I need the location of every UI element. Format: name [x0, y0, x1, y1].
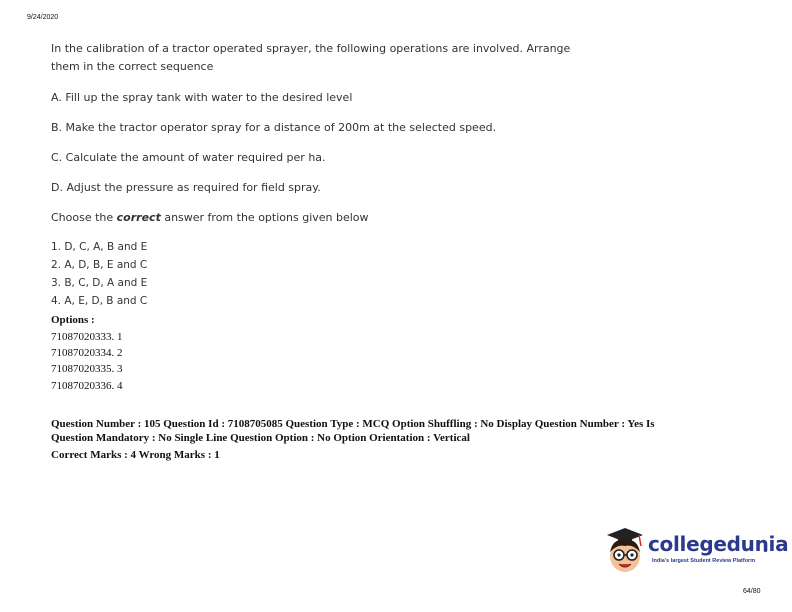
- option-id-1: 71087020333. 1: [51, 331, 123, 343]
- option-id-3: 71087020335. 3: [51, 363, 123, 375]
- statement-d: D. Adjust the pressure as required for field spray.: [51, 181, 321, 194]
- choice-4: 4. A, E, D, B and C: [51, 295, 148, 307]
- instruction-suffix: answer from the options given below: [160, 211, 369, 224]
- options-label: Options :: [51, 314, 95, 326]
- option-id-4: 71087020336. 4: [51, 380, 123, 392]
- statement-b: B. Make the tractor operator spray for a distance of 200m at the selected speed.: [51, 121, 497, 134]
- question-meta-line-1: Question Number : 105 Question Id : 7108705085 Question Type : MCQ Option Shuffling : No Display Question Number : Yes Is: [51, 418, 655, 430]
- brand-tagline: India's largest Student Review Platform: [652, 558, 756, 564]
- question-stem-line-1: In the calibration of a tractor operated sprayer, the following operations are involved. Arrange: [51, 42, 571, 55]
- question-stem: [51, 40, 571, 76]
- choice-3: 3. B, C, D, A and E: [51, 277, 148, 289]
- instruction-emphasis: correct: [116, 211, 161, 224]
- question-meta-line-3: Correct Marks : 4 Wrong Marks : 1: [51, 449, 220, 461]
- instruction: [51, 208, 369, 227]
- statement-c: C. Calculate the amount of water required per ha.: [51, 151, 326, 164]
- statement-a: A. Fill up the spray tank with water to the desired level: [51, 91, 353, 104]
- question-meta-line-2: Question Mandatory : No Single Line Question Option : No Option Orientation : Vertical: [51, 432, 470, 444]
- instruction-prefix: Choose the: [51, 211, 117, 224]
- page-number: 64/80: [743, 588, 761, 595]
- choice-1: 1. D, C, A, B and E: [51, 241, 148, 253]
- option-id-2: 71087020334. 2: [51, 347, 123, 359]
- question-stem-line-2: them in the correct sequence: [51, 60, 214, 73]
- print-date: 9/24/2020: [27, 14, 59, 21]
- brand-name: collegedunia: [648, 532, 789, 556]
- choice-2: 2. A, D, B, E and C: [51, 259, 148, 271]
